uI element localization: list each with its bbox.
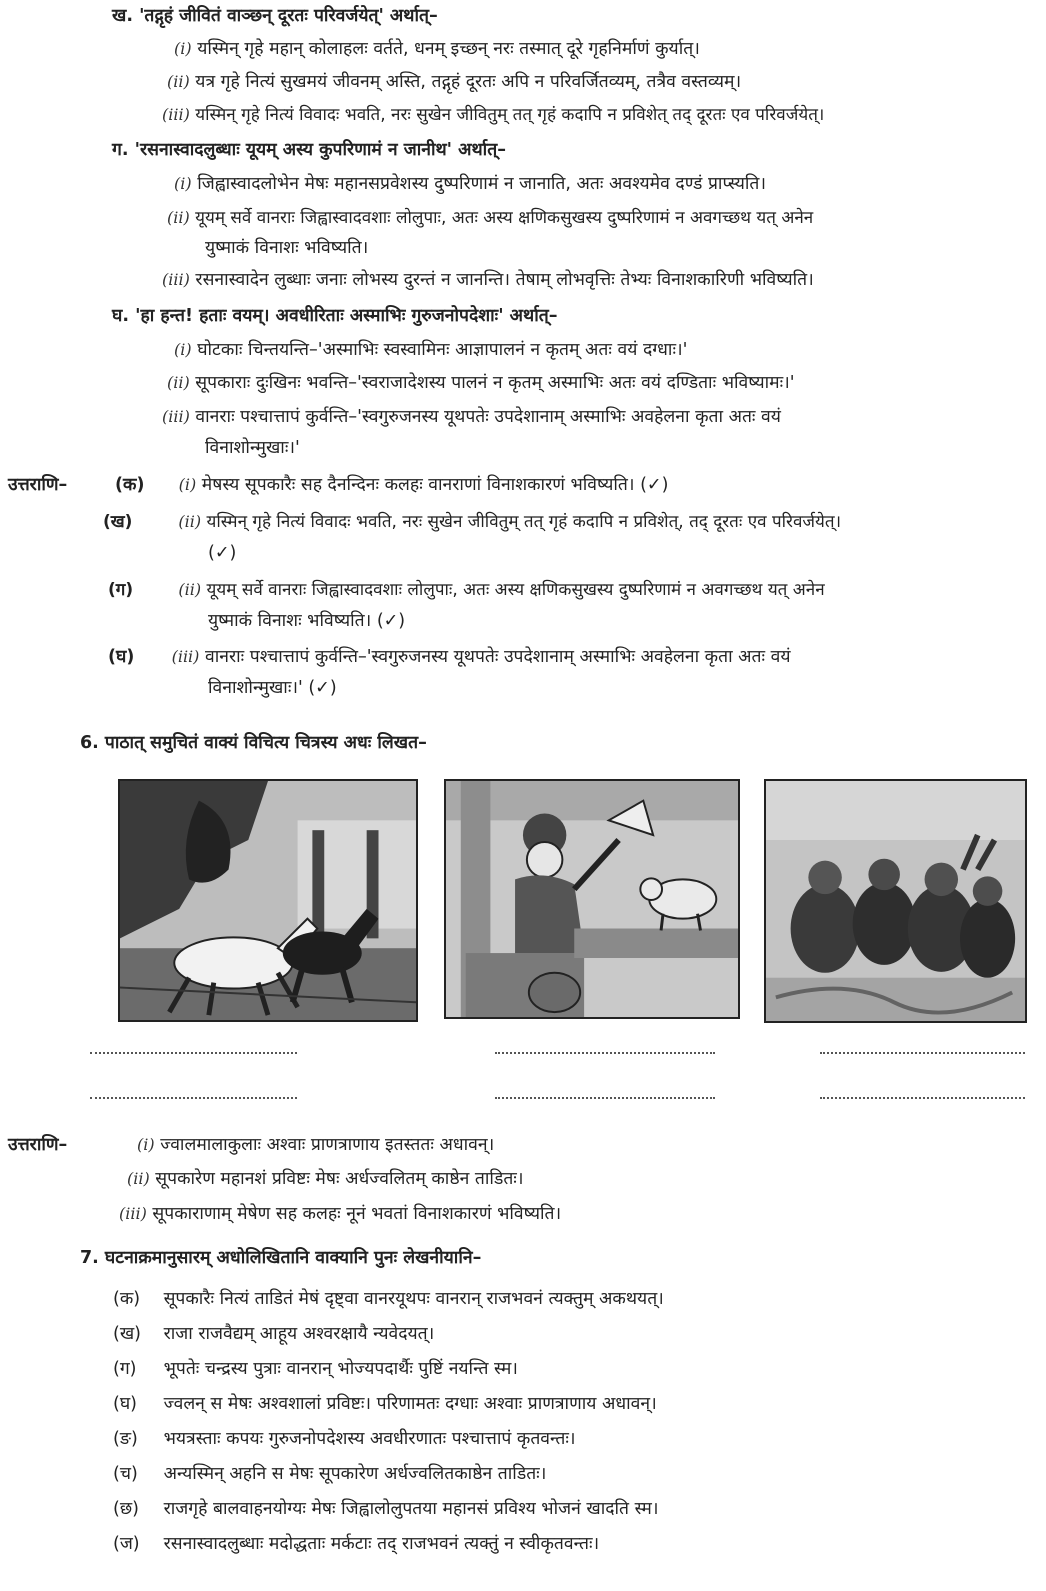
question-text: 'तद्गृहं जीवितं वाञ्छन् दूरतः परिवर्जयेत्' अर्थात्– — [139, 6, 438, 26]
sequence-item — [113, 1287, 664, 1311]
item-label: (क) — [113, 1289, 141, 1309]
option-text: सूपकाराः दुःखिनः भवन्ति–'स्वराजादेशस्य पालनं न कृतम् अस्माभिः अतः वयं दण्डिताः भविष्यामः।' — [195, 373, 795, 393]
horses-picture — [118, 779, 418, 1022]
question-label: ग. — [112, 140, 129, 160]
item-text: ज्वलन् स मेषः अश्वशालां प्रविष्टः। परिणामतः दग्धाः अश्वाः प्राणत्राणाय अधावन्। — [163, 1394, 657, 1414]
option-item — [174, 37, 700, 61]
option-marker: (i) — [174, 174, 192, 193]
answer-continuation: विनाशोन्मुखाः।' (✓) — [208, 678, 337, 698]
question-text: पाठात् समुचितं वाक्यं विचित्य चित्रस्य अधः लिखत– — [104, 733, 427, 753]
question-text: 'हा हन्त! हताः वयम्। अवधीरिताः अस्माभिः गुरुजनोपदेशाः' अर्थात्– — [135, 306, 558, 326]
blank-line — [90, 1097, 297, 1099]
option-marker: (i) — [174, 340, 192, 359]
question-label: घ. — [112, 306, 129, 326]
option-item — [162, 103, 824, 127]
item-label: (छ) — [113, 1499, 139, 1519]
item-label: (च) — [113, 1464, 138, 1484]
answer-item — [137, 1133, 494, 1157]
sequence-item — [113, 1322, 434, 1346]
answer-item — [108, 645, 791, 669]
option-text: जिह्वास्वादलोभेन मेषः महानसप्रवेशस्य दुष्परिणामं न जानाति, अतः अवश्यमेव दण्डं प्राप्स्यति। — [197, 174, 767, 194]
answer-item — [119, 1202, 561, 1226]
answer-item — [108, 578, 825, 602]
answer-text: सूपकारेण महानशं प्रविष्टः मेषः अर्धज्वलितम् काष्ठेन ताडितः। — [155, 1169, 524, 1189]
option-item — [162, 405, 781, 429]
item-label: (घ) — [113, 1394, 137, 1414]
option-item — [167, 371, 795, 395]
item-text: भयत्रस्ताः कपयः गुरुजनोपदेशस्य अवधीरणातः पश्चात्तापं कृतवन्तः। — [163, 1429, 576, 1449]
item-text: भूपतेः चन्द्रस्य पुत्राः वानरान् भोज्यपदार्थैः पुष्टिं नयन्ति स्म। — [163, 1359, 518, 1379]
option-text: घोटकाः चिन्तयन्ति–'अस्माभिः स्वस्वामिनः आज्ञापालनं न कृतम् अतः वयं दग्धाः।' — [197, 340, 688, 360]
question-gha-heading — [112, 304, 557, 328]
answer-marker: (i) — [137, 1135, 155, 1154]
option-text: यत्र गृहे नित्यं सुखमयं जीवनम् अस्ति, तद्गृहं दूरतः अपि न परिवर्जितव्यम्, तत्रैव वस्तव्यम्। — [195, 72, 742, 92]
item-label: (ङ) — [113, 1429, 138, 1449]
option-item — [167, 70, 741, 94]
answers-heading: उत्तराणि– — [8, 1135, 68, 1155]
answer-text: ज्वालमालाकुलाः अश्वाः प्राणत्राणाय इतस्ततः अधावन्। — [160, 1135, 495, 1155]
answer-text: यूयम् सर्वे वानराः जिह्वास्वादवशाः लोलुपाः, अतः अस्य क्षणिकसुखस्य दुष्परिणामं न अवगच्छथ यत् अनेन — [206, 580, 825, 600]
option-continuation: विनाशोन्मुखाः।' — [205, 438, 300, 458]
answer-item — [127, 1167, 523, 1191]
item-text: राजा राजवैद्यम् आहूय अश्वरक्षायै न्यवेदयत्। — [163, 1324, 435, 1344]
question-number: 7. — [80, 1248, 99, 1268]
answer-marker: (ii) — [178, 580, 202, 599]
item-text: सूपकारैः नित्यं ताडितं मेषं दृष्ट्वा वानरयूथपः वानरान् राजभवनं त्यक्तुम् अकथयत्। — [163, 1289, 664, 1309]
blank-line — [495, 1097, 715, 1099]
question-ga-heading — [112, 138, 506, 162]
answer-text: सूपकाराणाम् मेषेण सह कलहः नूनं भवतां विनाशकारणं भविष्यति। — [152, 1204, 562, 1224]
answer-label: (क) — [115, 475, 145, 495]
answers-heading: उत्तराणि– — [8, 475, 68, 495]
option-text: रसनास्वादेन लुब्धाः जनाः लोभस्य दुरन्तं न जानन्ति। तेषाम् लोभवृत्तिः तेभ्यः विनाशकारिणी भविष्यति। — [195, 270, 814, 290]
option-item — [174, 338, 687, 362]
answer-label: (ग) — [108, 580, 134, 600]
cook-ram-picture — [444, 779, 740, 1019]
sequence-item — [113, 1357, 518, 1381]
question-7-heading — [80, 1246, 481, 1270]
answer-item — [103, 510, 841, 534]
item-label: (ग) — [113, 1359, 137, 1379]
option-marker: (ii) — [167, 373, 190, 392]
question-number: 6. — [80, 733, 99, 753]
sequence-item — [113, 1392, 657, 1416]
item-text: अन्यस्मिन् अहनि स मेषः सूपकारेण अर्धज्वलितकाष्ठेन ताडितः। — [163, 1464, 547, 1484]
option-marker: (i) — [174, 39, 192, 58]
option-text: वानराः पश्चात्तापं कुर्वन्ति–'स्वगुरुजनस्य यूथपतेः उपदेशानाम् अस्माभिः अवहेलना कृता अतः वयं — [195, 407, 781, 427]
option-marker: (ii) — [167, 72, 190, 91]
answer-label: (ख) — [103, 512, 133, 532]
option-item — [167, 206, 813, 230]
option-text: यूयम् सर्वे वानराः जिह्वास्वादवशाः लोलुपाः, अतः अस्य क्षणिकसुखस्य दुष्परिणामं न अवगच्छथ यत् अनेन — [195, 208, 814, 228]
option-marker: (iii) — [162, 270, 190, 289]
item-text: रसनास्वादलुब्धाः मदोद्धताः मर्कटाः तद् राजभवनं त्यक्तुं न स्वीकृतवन्तः। — [163, 1534, 600, 1554]
sequence-item — [113, 1532, 599, 1556]
item-label: (ज) — [113, 1534, 140, 1554]
blank-line — [820, 1097, 1025, 1099]
answer-marker: (i) — [178, 475, 197, 494]
blank-line — [820, 1052, 1025, 1054]
answer-text: वानराः पश्चात्तापं कुर्वन्ति–'स्वगुरुजनस्य यूथपतेः उपदेशानाम् अस्माभिः अवहेलना कृता अतः वयं — [205, 647, 791, 667]
answer-marker: (iii) — [171, 647, 200, 666]
blank-line — [90, 1052, 297, 1054]
question-6-heading — [80, 731, 427, 755]
answer-marker: (ii) — [178, 512, 202, 531]
question-kha-heading — [112, 4, 438, 28]
option-marker: (ii) — [167, 208, 190, 227]
item-text: राजगृहे बालवाहनयोग्यः मेषः जिह्वालोलुपतया महानसं प्रविश्य भोजनं खादति स्म। — [163, 1499, 659, 1519]
sequence-item — [113, 1427, 576, 1451]
question-label: ख. — [112, 6, 133, 26]
answer-marker: (ii) — [127, 1169, 150, 1188]
answer-text: यस्मिन् गृहे नित्यं विवादः भवति, नरः सुखेन जीवितुम् तत् गृहं कदापि न प्रविशेत्, तद् दूरतः एव परिवर्जयेत्। — [206, 512, 842, 532]
item-label: (ख) — [113, 1324, 141, 1344]
option-marker: (iii) — [162, 407, 190, 426]
answer-text: मेषस्य सूपकारैः सह दैनन्दिनः कलहः वानराणां विनाशकारणं भविष्यति। (✓) — [201, 475, 669, 495]
option-item — [174, 172, 766, 196]
answer-label: (घ) — [108, 647, 135, 667]
sequence-item — [113, 1497, 659, 1521]
option-item — [162, 268, 814, 292]
answer-item — [115, 473, 668, 497]
answer-continuation: (✓) — [208, 543, 237, 563]
answer-continuation: युष्माकं विनाशः भविष्यति। (✓) — [208, 611, 406, 631]
sequence-item — [113, 1462, 546, 1486]
option-text: यस्मिन् गृहे नित्यं विवादः भवति, नरः सुखेन जीवितुम् तत् गृहं कदापि न प्रविशेत् तद् दूरतः एव परिवर्जयेत्। — [195, 105, 825, 125]
monkeys-picture — [764, 779, 1027, 1023]
answer-marker: (iii) — [119, 1204, 147, 1223]
option-text: यस्मिन् गृहे महान् कोलाहलः वर्तते, धनम् इच्छन् नरः तस्मात् दूरे गृहनिर्माणं कुर्यात्। — [197, 39, 700, 59]
option-marker: (iii) — [162, 105, 190, 124]
blank-line — [495, 1052, 715, 1054]
question-text: 'रसनास्वादलुब्धाः यूयम् अस्य कुपरिणामं न जानीथ' अर्थात्– — [134, 140, 506, 160]
question-text: घटनाक्रमानुसारम् अधोलिखितानि वाक्यानि पुनः लेखनीयानि– — [104, 1248, 482, 1268]
option-continuation: युष्माकं विनाशः भविष्यति। — [205, 238, 369, 258]
